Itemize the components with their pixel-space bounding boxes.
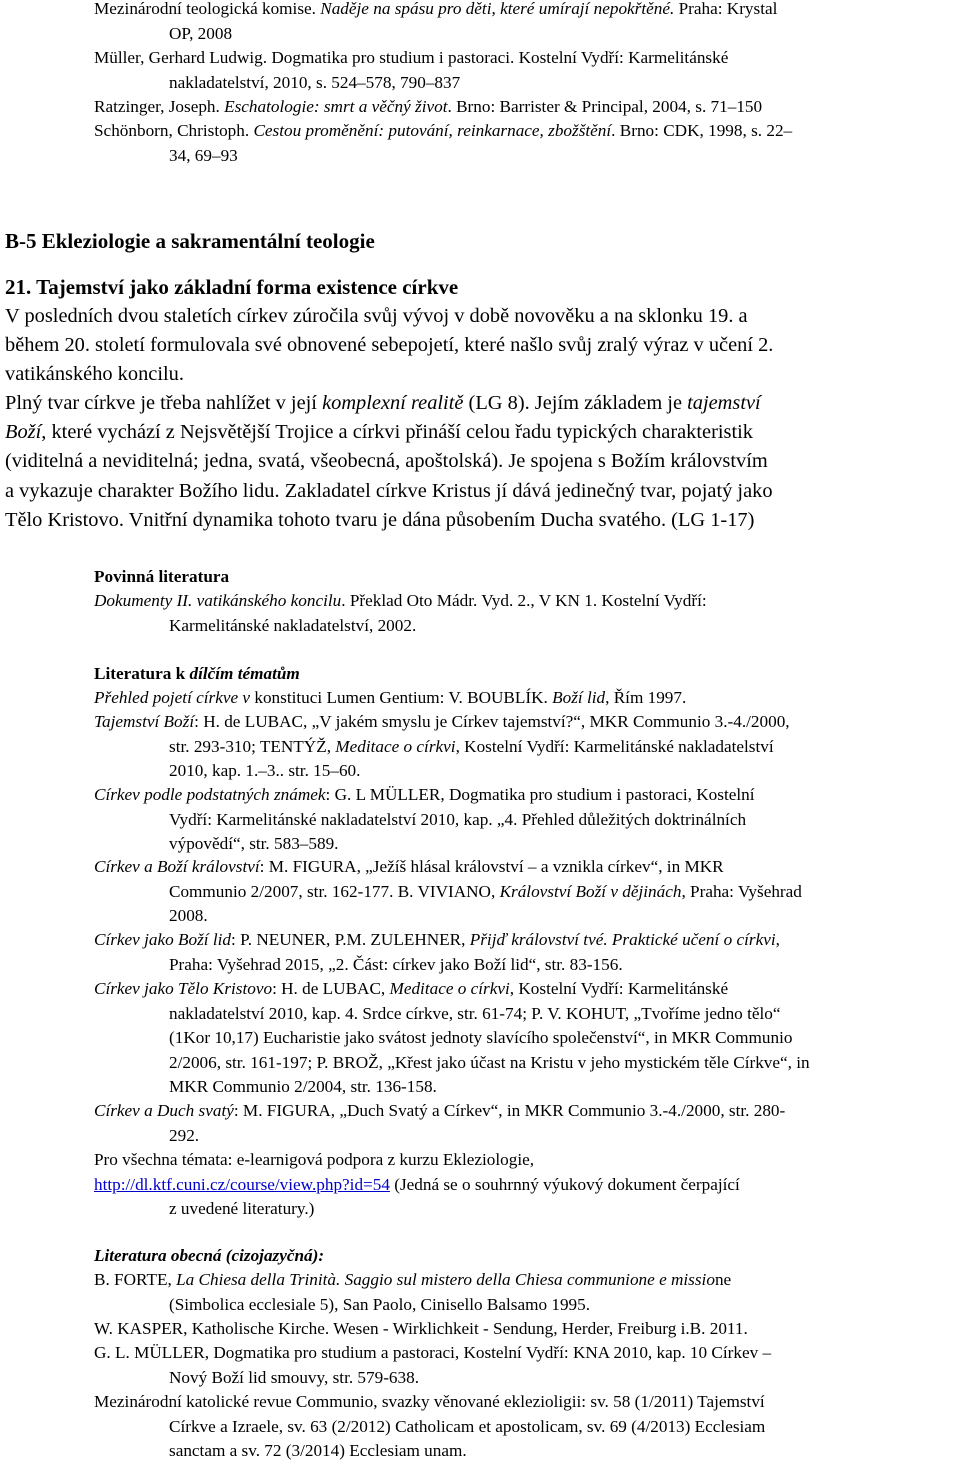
reference-entry (94, 928, 960, 977)
ref-title: Meditace o církvi (389, 979, 510, 998)
body-emphasis: tajemství (687, 392, 761, 414)
ref-text: Communio 2/2007, str. 162-177. B. VIVIANO, (169, 881, 500, 901)
body-text: Plný tvar církve je třeba nahlížet v její (5, 392, 323, 414)
ref-text: . Brno: Barrister & Principal, 2004, s. 71–150 (447, 97, 763, 116)
ref-title: Naděje na spásu pro děti, které umírají nepokřtěné. (320, 0, 675, 18)
body-paragraph (5, 302, 955, 390)
ref-text: konstituci Lumen Gentium: V. BOUBLÍK. (250, 688, 553, 707)
elearning-text: (Jedná se o souhrnný výukový dokument čerpající (389, 1174, 740, 1194)
ref-continuation: 2/2006, str. 161-197; P. BROŽ, „Křest jako účast na Kristu v jeho mystickém těle Církve“, in (169, 1052, 810, 1072)
reference-entry (94, 0, 960, 46)
reference-entry (94, 119, 960, 168)
ref-title: Eschatologie: smrt a věčný život (224, 97, 448, 116)
heading-text: Literatura k (94, 664, 190, 683)
ref-continuation: OP, 2008 (169, 23, 233, 43)
ref-continuation: sanctam a sv. 72 (3/2014) Ecclesiam unam. (169, 1441, 467, 1460)
ref-text: : M. FIGURA, „Duch Svatý a Církev“, in MKR Communio 3.-4./2000, str. 280- (233, 1101, 786, 1120)
body-line: během 20. století formulovala své obnovené sebepojetí, které našlo svůj zralý výraz v učení 2. (5, 334, 774, 357)
ref-continuation: Vydří: Karmelitánské nakladatelství 2010, kap. „4. Přehled důležitých doktrinálních (169, 809, 747, 829)
ref-title: Církev a Boží království (94, 857, 260, 876)
body-paragraph (5, 389, 955, 535)
ref-continuation: výpovědí“, str. 583–589. (169, 834, 339, 853)
ref-title: Církev jako Tělo Kristovo (94, 979, 273, 998)
heading-emphasis: dílčím tématům (189, 664, 300, 683)
reference-entry (94, 1099, 960, 1148)
ref-continuation: MKR Communio 2/2004, str. 136-158. (169, 1077, 437, 1096)
elearning-note (94, 1148, 960, 1222)
ref-text: Ratzinger, Joseph. (94, 97, 225, 116)
ref-text: : G. L MÜLLER, Dogmatika pro studium i pastoraci, Kostelní (325, 785, 755, 804)
reference-entry (94, 686, 960, 711)
ref-continuation: nakladatelství, 2010, s. 524–578, 790–837 (169, 72, 461, 92)
body-line (5, 418, 955, 447)
ref-title: Církev podle podstatných známek (94, 785, 326, 804)
reference-entry (94, 1268, 960, 1317)
ref-continuation: 2008. (169, 906, 208, 925)
reference-entry (94, 1390, 960, 1464)
ref-text: , Kostelní Vydří: Karmelitánské nakladatelství (455, 736, 774, 756)
reference-entry (94, 1341, 960, 1390)
ref-text: Schönborn, Christoph. (94, 121, 254, 140)
section-heading: B-5 Ekleziologie a sakramentální teologie (5, 229, 375, 253)
ref-text: . Překlad Oto Mádr. Vyd. 2., V KN 1. Kostelní Vydří: (341, 591, 707, 610)
required-literature-heading: Povinná literatura (94, 567, 230, 586)
ref-title: Cestou proměnění: putování, reinkarnace, zbožštění (253, 121, 612, 140)
elearning-text: Pro všechna témata: e-learnigová podpora z kurzu Ekleziologie, (94, 1150, 535, 1169)
ref-continuation: Církve a Izraele, sv. 63 (2/2012) Catholicam et apostolicam, sv. 69 (4/2013) Ecclesiam (169, 1416, 766, 1436)
topic-literature-heading (94, 662, 300, 686)
ref-text: Müller, Gerhard Ludwig. Dogmatika pro studium i pastoraci. Kostelní Vydří: Karmelitánské (94, 48, 729, 67)
ref-text: , Řím 1997. (605, 688, 687, 707)
ref-continuation: 292. (169, 1125, 200, 1145)
ref-continuation: 2010, kap. 1.–3.. str. 15–60. (169, 761, 361, 780)
body-line: a vykazuje charakter Božího lidu. Zakladatel církve Kristus jí dává jedinečný tvar, pojatý jako (5, 479, 773, 502)
body-line: vatikánského koncilu. (5, 363, 184, 386)
ref-text: Mezinárodní katolické revue Communio, svazky věnované eklezioligii: sv. 58 (1/2011) Tajemství (94, 1392, 765, 1411)
ref-continuation: (1Kor 10,17) Eucharistie jako svátost jednoty slavícího společenství“, in MKR Communio (169, 1028, 793, 1047)
body-line (5, 389, 955, 418)
ref-title: Království Boží v dějinách (499, 881, 682, 901)
body-text: , které vychází z Nejsvětější Trojice a církvi přináší celou řadu typických charakteristik (41, 421, 753, 444)
ref-title: Dokumenty II. vatikánského koncilu (94, 591, 342, 610)
ref-text: W. KASPER, Katholische Kirche. Wesen - Wirklichkeit - Sendung, Herder, Freiburg i.B. 2011. (94, 1319, 748, 1338)
ref-text: : M. FIGURA, „Ježíš hlásal království – a vznikla církev“, in MKR (259, 857, 724, 876)
ref-continuation: (Simbolica ecclesiale 5), San Paolo, Cinisello Balsamo 1995. (169, 1294, 591, 1314)
body-emphasis: komplexní realitě (322, 392, 464, 414)
ref-text: : H. de LUBAC, „V jakém smyslu je Církev tajemství?“, MKR Communio 3.-4./2000, (194, 712, 790, 731)
ref-text: ne (714, 1270, 732, 1289)
ref-text: str. 293-310; TENTÝŽ, (169, 736, 336, 756)
body-text: (LG 8). Jejím základem je (463, 392, 688, 414)
body-emphasis: Boží (5, 421, 42, 444)
elearning-link[interactable]: http://dl.ktf.cuni.cz/course/view.php?id=54 (94, 1174, 390, 1194)
ref-title: Meditace o církvi (335, 736, 456, 756)
ref-text: , (775, 930, 780, 949)
ref-text: Praha: Krystal (674, 0, 778, 18)
ref-title: Církev jako Boží lid (94, 930, 231, 949)
ref-text: : H. de LUBAC, (272, 979, 390, 998)
topic-heading: 21. Tajemství jako základní forma existence církve (5, 275, 459, 299)
reference-entry (94, 46, 960, 95)
ref-title: Přijď království tvé. Praktické učení o církvi (469, 930, 776, 949)
ref-title: Přehled pojetí církve v (94, 688, 251, 707)
ref-text: , Kostelní Vydří: Karmelitánské (509, 979, 729, 998)
ref-title: Boží lid (552, 688, 606, 707)
ref-title: Církev a Duch svatý (94, 1101, 234, 1120)
ref-text: , Praha: Vyšehrad (681, 881, 802, 901)
ref-text: : P. NEUNER, P.M. ZULEHNER, (231, 930, 470, 949)
general-literature-heading (94, 1244, 324, 1268)
ref-continuation: 34, 69–93 (169, 145, 238, 165)
reference-entry (94, 1317, 960, 1342)
ref-title: Tajemství Boží (94, 712, 195, 731)
reference-entry (94, 95, 960, 120)
ref-text: Mezinárodní teologická komise. (94, 0, 321, 18)
reference-entry (94, 855, 960, 929)
ref-text: G. L. MÜLLER, Dogmatika pro studium a pastoraci, Kostelní Vydří: KNA 2010, kap. 10 Církev – (94, 1343, 772, 1362)
ref-continuation: nakladatelství 2010, kap. 4. Srdce církve, str. 61-74; P. V. KOHUT, „Tvoříme jedno tělo“ (169, 1003, 781, 1023)
elearning-continuation: z uvedené literatury.) (169, 1199, 315, 1218)
reference-entry (94, 783, 960, 857)
reference-entry (94, 977, 960, 1100)
body-line: Tělo Kristovo. Vnitřní dynamika tohoto tvaru je dána působením Ducha svatého. (LG 1-17) (5, 508, 755, 531)
reference-entry (94, 710, 960, 784)
ref-continuation: Nový Boží lid smouvy, str. 579-638. (169, 1367, 420, 1387)
reference-entry (94, 589, 960, 638)
ref-continuation: Praha: Vyšehrad 2015, „2. Část: církev jako Boží lid“, str. 83-156. (169, 954, 623, 974)
body-line: (viditelná a neviditelná; jedna, svatá, všeobecná, apoštolská). Je spojena s Božím královstvím (5, 450, 768, 473)
ref-text: B. FORTE, (94, 1270, 177, 1289)
ref-title: La Chiesa della Trinità. Saggio sul mistero della Chiesa communione e missio (176, 1270, 715, 1289)
body-line: V posledních dvou staletích církev zúročila svůj vývoj v době novověku a na sklonku 19. a (5, 305, 748, 327)
heading-text: Literatura obecná (cizojazyčná): (94, 1246, 325, 1265)
ref-continuation: Karmelitánské nakladatelství, 2002. (169, 615, 417, 635)
ref-text: . Brno: CDK, 1998, s. 22– (611, 121, 793, 140)
